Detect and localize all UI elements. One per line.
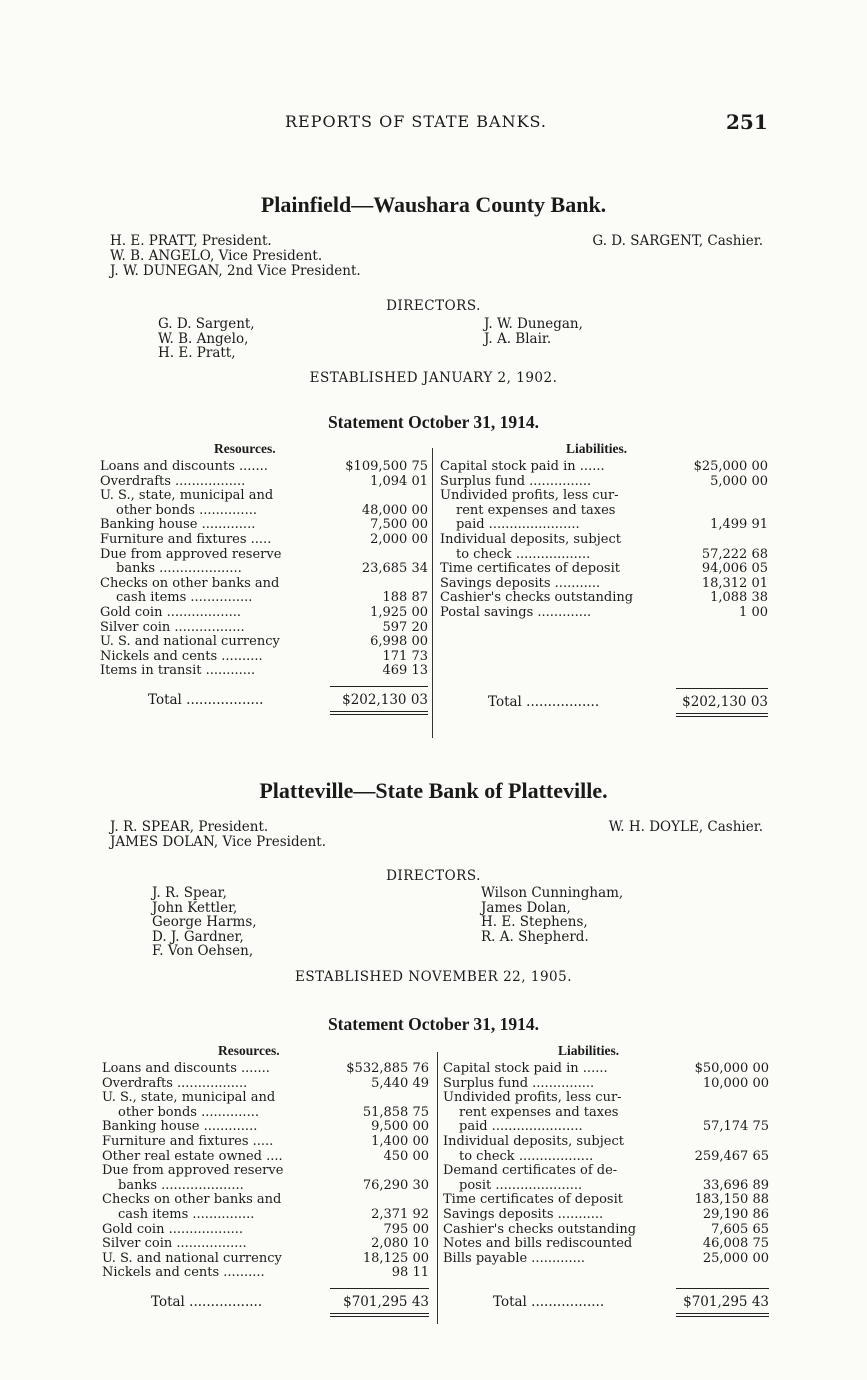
line-item-label: U. S., state, municipal and — [100, 488, 274, 504]
line-item-amount: 5,440 49 — [371, 1075, 429, 1091]
liability-row — [443, 1237, 769, 1252]
total-value: $202,130 03 — [682, 694, 768, 710]
total-label: Total ................. — [493, 1294, 605, 1310]
line-item-label: Time certificates of deposit — [443, 1192, 623, 1208]
line-item-label: banks .................... — [116, 561, 242, 577]
line-item-amount: 1,088 38 — [710, 590, 768, 606]
liability-row — [443, 1223, 769, 1238]
line-item-amount: 259,467 65 — [694, 1148, 769, 1164]
resource-row — [102, 1120, 429, 1135]
line-item-label: Surplus fund ............... — [443, 1075, 595, 1091]
line-item-amount: 57,222 68 — [701, 546, 768, 562]
line-item-label: Checks on other banks and — [100, 575, 280, 591]
line-item-amount: $25,000 00 — [693, 459, 768, 474]
line-item-label: Surplus fund ............... — [440, 473, 592, 489]
line-item-label: Items in transit ............ — [100, 663, 256, 679]
directors-left-column — [158, 317, 255, 361]
director-name: John Kettler, — [152, 899, 238, 916]
line-item-amount: 98 11 — [391, 1265, 429, 1281]
line-item-label: Nickels and cents .......... — [102, 1265, 265, 1281]
resource-row — [102, 1237, 429, 1252]
line-item-label: U. S. and national currency — [100, 634, 280, 650]
line-item-label: Savings deposits ........... — [440, 575, 601, 591]
running-title: REPORTS OF STATE BANKS. — [285, 112, 548, 131]
line-item-amount: 1,925 00 — [370, 604, 428, 620]
resource-row — [102, 1150, 429, 1165]
line-item-label: cash items ............... — [116, 590, 253, 606]
line-item-label: Gold coin .................. — [102, 1221, 243, 1237]
double-rule — [330, 714, 428, 715]
officer: J. W. DUNEGAN, 2nd Vice President. — [110, 263, 361, 279]
line-item-label: Silver coin ................. — [102, 1236, 247, 1252]
running-header — [0, 112, 867, 136]
liability-row — [443, 1091, 769, 1106]
line-item-label: Due from approved reserve — [100, 546, 282, 562]
line-item-label: to check .................. — [456, 546, 591, 562]
subtotal-rule — [330, 686, 428, 687]
line-item-amount: 7,500 00 — [370, 517, 428, 533]
resource-row — [100, 650, 428, 665]
line-item-label: Individual deposits, subject — [440, 531, 621, 547]
officer: J. R. SPEAR, President. — [110, 819, 269, 835]
line-item-amount: 1,094 01 — [370, 473, 428, 489]
line-item-amount: 6,998 00 — [370, 634, 428, 650]
resource-row — [100, 591, 428, 606]
line-item-amount: 57,174 75 — [702, 1119, 769, 1135]
resource-row — [100, 621, 428, 636]
line-item-label: Time certificates of deposit — [440, 561, 620, 577]
line-item-amount: 1,400 00 — [371, 1133, 429, 1149]
column-divider — [437, 1052, 438, 1324]
resource-row — [102, 1106, 429, 1121]
resource-row — [102, 1091, 429, 1106]
subtotal-rule — [676, 688, 768, 689]
line-item-amount: 1 00 — [739, 604, 768, 620]
directors-right-column — [481, 886, 623, 944]
liability-row — [443, 1106, 769, 1121]
line-item-label: paid ...................... — [456, 517, 580, 533]
liability-row — [440, 504, 768, 519]
liability-row — [440, 475, 768, 490]
line-item-label: Capital stock paid in ...... — [440, 459, 605, 474]
bank-title: Plainfield—Waushara County Bank. — [260, 192, 607, 217]
line-item-amount: 2,371 92 — [371, 1206, 429, 1222]
line-item-label: rent expenses and taxes — [456, 502, 616, 518]
line-item-amount: 450 00 — [383, 1148, 429, 1164]
line-item-amount: 188 87 — [382, 590, 428, 606]
column-divider — [432, 448, 433, 738]
bank-title: Platteville—State Bank of Platteville. — [259, 778, 608, 803]
officer: W. H. DOYLE, Cashier. — [608, 819, 763, 835]
line-item-amount: 76,290 30 — [362, 1177, 429, 1193]
total-label: Total .................. — [148, 692, 264, 708]
resources-table — [102, 1062, 429, 1281]
line-item-label: Banking house ............. — [100, 517, 256, 533]
officer: G. D. SARGENT, Cashier. — [592, 233, 763, 249]
resource-row — [102, 1135, 429, 1150]
line-item-label: Individual deposits, subject — [443, 1133, 624, 1149]
line-item-label: Cashier's checks outstanding — [440, 590, 634, 606]
line-item-amount: 10,000 00 — [702, 1075, 769, 1091]
double-rule — [676, 713, 768, 714]
line-item-label: to check .................. — [459, 1148, 594, 1164]
line-item-amount: $109,500 75 — [345, 459, 428, 474]
line-item-amount: 7,605 65 — [711, 1221, 769, 1237]
line-item-amount: 183,150 88 — [694, 1192, 769, 1208]
line-item-label: Postal savings ............. — [440, 604, 592, 620]
liability-row — [440, 533, 768, 548]
resource-row — [100, 664, 428, 679]
resource-row — [102, 1223, 429, 1238]
director-name: George Harms, — [152, 914, 257, 931]
line-item-label: Due from approved reserve — [102, 1163, 284, 1179]
liability-row — [440, 489, 768, 504]
director-name: H. E. Stephens, — [481, 914, 588, 931]
line-item-amount: 18,312 01 — [701, 575, 768, 591]
officer: H. E. PRATT, President. — [110, 233, 272, 249]
liability-row — [443, 1164, 769, 1179]
line-item-amount: 29,190 86 — [702, 1206, 769, 1222]
line-item-amount: 46,008 75 — [702, 1236, 769, 1252]
director-name: J. A. Blair. — [484, 330, 552, 347]
double-rule — [676, 716, 768, 717]
line-item-amount: 5,000 00 — [710, 473, 768, 489]
line-item-label: Banking house ............. — [102, 1119, 258, 1135]
established-date: ESTABLISHED JANUARY 2, 1902. — [309, 370, 558, 386]
line-item-label: banks .................... — [118, 1177, 244, 1193]
line-item-label: cash items ............... — [118, 1206, 255, 1222]
line-item-label: Undivided profits, less cur- — [440, 488, 619, 504]
resource-row — [100, 577, 428, 592]
liability-row — [440, 548, 768, 563]
director-name: H. E. Pratt, — [158, 345, 236, 362]
resource-row — [100, 460, 428, 475]
director-name: R. A. Shepherd. — [481, 928, 589, 945]
line-item-label: Checks on other banks and — [102, 1192, 282, 1208]
directors-right-column — [484, 317, 583, 346]
liability-row — [443, 1120, 769, 1135]
resource-row — [102, 1077, 429, 1092]
line-item-label: Capital stock paid in ...... — [443, 1061, 608, 1076]
statement-title: Statement October 31, 1914. — [327, 1014, 540, 1034]
line-item-amount: $532,885 76 — [346, 1061, 429, 1076]
line-item-label: U. S., state, municipal and — [102, 1090, 276, 1106]
cashier — [592, 234, 763, 249]
line-item-label: Demand certificates of de- — [443, 1163, 618, 1179]
line-item-label: Cashier's checks outstanding — [443, 1221, 637, 1237]
line-item-amount: 23,685 34 — [361, 561, 428, 577]
line-item-label: Overdrafts ................. — [102, 1075, 248, 1091]
director-name: G. D. Sargent, — [158, 316, 255, 332]
resource-row — [102, 1208, 429, 1223]
liability-row — [440, 577, 768, 592]
line-item-amount: 9,500 00 — [371, 1119, 429, 1135]
line-item-amount: 18,125 00 — [362, 1250, 429, 1266]
resource-row — [102, 1164, 429, 1179]
directors-heading: DIRECTORS. — [386, 868, 481, 884]
liability-row — [440, 460, 768, 475]
line-item-amount: 597 20 — [382, 619, 428, 635]
line-item-amount: 51,858 75 — [362, 1104, 429, 1120]
resources-table — [100, 460, 428, 679]
liability-row — [443, 1062, 769, 1077]
line-item-label: Savings deposits ........... — [443, 1206, 604, 1222]
subtotal-rule — [330, 1288, 429, 1289]
line-item-label: other bonds .............. — [116, 502, 257, 518]
line-item-label: Loans and discounts ....... — [100, 459, 268, 474]
director-name: F. Von Oehsen, — [152, 943, 254, 960]
line-item-amount: 94,006 05 — [701, 561, 768, 577]
line-item-label: other bonds .............. — [118, 1104, 259, 1120]
officer: W. B. ANGELO, Vice President. — [110, 248, 323, 264]
liability-row — [443, 1135, 769, 1150]
officer: JAMES DOLAN, Vice President. — [110, 834, 326, 850]
double-rule — [330, 711, 428, 712]
liability-row — [440, 562, 768, 577]
director-name: Wilson Cunningham, — [481, 885, 624, 901]
resource-row — [100, 504, 428, 519]
liabilities-table — [440, 460, 768, 621]
line-item-amount: 25,000 00 — [702, 1250, 769, 1266]
line-item-label: rent expenses and taxes — [459, 1104, 619, 1120]
line-item-amount: $50,000 00 — [694, 1061, 769, 1076]
director-name: W. B. Angelo, — [158, 330, 249, 347]
resource-row — [100, 475, 428, 490]
resource-row — [102, 1193, 429, 1208]
director-name: J. R. Spear, — [152, 885, 227, 901]
director-name: D. J. Gardner, — [152, 928, 244, 945]
liability-row — [443, 1077, 769, 1092]
director-name: James Dolan, — [481, 899, 571, 916]
line-item-label: Notes and bills rediscounted — [443, 1236, 633, 1252]
resources-heading: Resources. — [218, 1043, 280, 1058]
liability-row — [443, 1252, 769, 1267]
line-item-label: Furniture and fixtures ..... — [102, 1133, 274, 1149]
resource-row — [102, 1062, 429, 1077]
resource-row — [100, 533, 428, 548]
line-item-label: paid ...................... — [459, 1119, 583, 1135]
line-item-amount: 171 73 — [382, 648, 428, 664]
page-number: 251 — [726, 110, 768, 134]
liabilities-heading: Liabilities. — [558, 1043, 620, 1058]
liability-row — [440, 591, 768, 606]
line-item-label: U. S. and national currency — [102, 1250, 282, 1266]
resource-row — [100, 606, 428, 621]
resources-heading: Resources. — [214, 441, 276, 456]
line-item-amount: 2,000 00 — [370, 531, 428, 547]
liability-row — [443, 1208, 769, 1223]
total-value: $701,295 43 — [683, 1294, 769, 1310]
line-item-label: posit ..................... — [459, 1177, 583, 1193]
total-label: Total ................. — [488, 694, 600, 710]
director-name: J. W. Dunegan, — [484, 316, 583, 332]
total-label: Total ................. — [151, 1294, 263, 1310]
liability-row — [440, 518, 768, 533]
line-item-label: Nickels and cents .......... — [100, 648, 263, 664]
line-item-amount: 469 13 — [382, 663, 428, 679]
resource-row — [100, 518, 428, 533]
line-item-label: Silver coin ................. — [100, 619, 245, 635]
resource-row — [100, 548, 428, 563]
resource-row — [100, 635, 428, 650]
line-item-amount: 795 00 — [383, 1221, 429, 1237]
directors-heading: DIRECTORS. — [386, 298, 481, 314]
double-rule — [330, 1316, 429, 1317]
double-rule — [676, 1313, 769, 1314]
liability-row — [443, 1179, 769, 1194]
line-item-label: Undivided profits, less cur- — [443, 1090, 622, 1106]
line-item-label: Bills payable ............. — [443, 1250, 586, 1266]
total-value: $202,130 03 — [342, 692, 428, 708]
officers-list — [110, 820, 326, 850]
statement-title: Statement October 31, 1914. — [327, 412, 540, 432]
resource-row — [100, 489, 428, 504]
liabilities-heading: Liabilities. — [566, 441, 628, 456]
double-rule — [330, 1313, 429, 1314]
directors-left-column — [152, 886, 257, 959]
total-value: $701,295 43 — [343, 1294, 429, 1310]
line-item-label: Other real estate owned .... — [102, 1148, 283, 1164]
line-item-label: Furniture and fixtures ..... — [100, 531, 272, 547]
line-item-label: Overdrafts ................. — [100, 473, 246, 489]
officers-list — [110, 234, 361, 279]
resource-row — [100, 562, 428, 577]
established-date: ESTABLISHED NOVEMBER 22, 1905. — [294, 969, 573, 985]
line-item-amount: 2,080 10 — [371, 1236, 429, 1252]
resource-row — [102, 1266, 429, 1281]
liability-row — [443, 1193, 769, 1208]
line-item-amount: 1,499 91 — [710, 517, 768, 533]
resource-row — [102, 1179, 429, 1194]
line-item-amount: 48,000 00 — [361, 502, 428, 518]
line-item-label: Loans and discounts ....... — [102, 1061, 270, 1076]
subtotal-rule — [676, 1288, 769, 1289]
cashier — [609, 820, 763, 835]
resource-row — [102, 1252, 429, 1267]
liability-row — [443, 1150, 769, 1165]
liability-row — [440, 606, 768, 621]
line-item-amount: 33,696 89 — [702, 1177, 769, 1193]
double-rule — [676, 1316, 769, 1317]
line-item-label: Gold coin .................. — [100, 604, 241, 620]
liabilities-table — [443, 1062, 769, 1266]
